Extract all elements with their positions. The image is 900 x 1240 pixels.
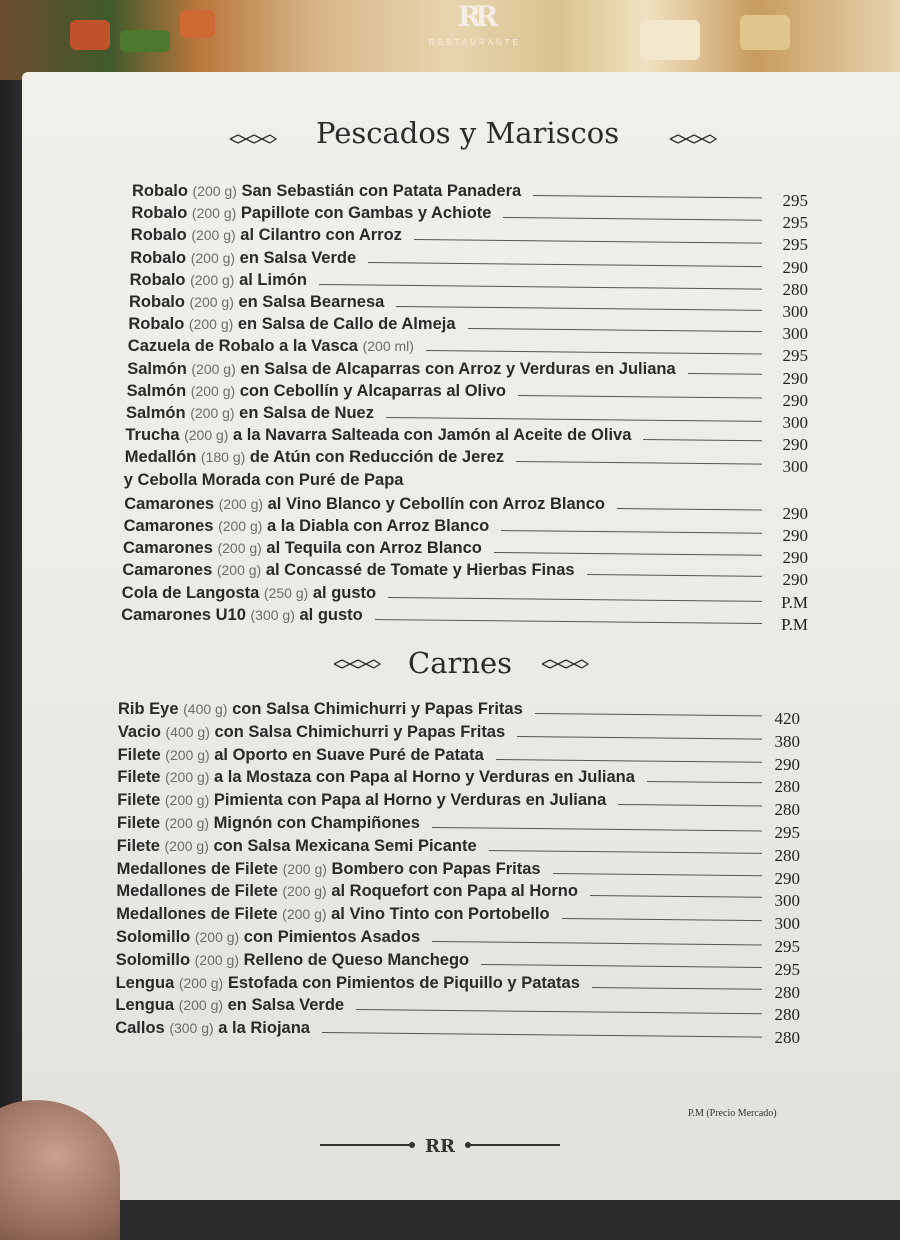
item-price: P.M: [781, 614, 808, 634]
item-weight: (180 g): [200, 449, 246, 466]
item-weight: (200 g): [188, 316, 234, 333]
menu-item: [116, 974, 580, 996]
menu-item: [121, 606, 363, 628]
item-price: 280: [774, 1005, 800, 1025]
item-weight: (400 g): [183, 701, 228, 717]
item-description: con Salsa Chimichurri y Papas Fritas: [214, 722, 506, 741]
item-description: en Salsa de Alcaparras con Arroz y Verduras en Juliana: [240, 359, 676, 378]
item-weight: (200 g): [282, 906, 327, 923]
menu-item: [118, 700, 523, 722]
item-weight: (200 g): [194, 929, 240, 945]
item-weight: (300 g): [250, 606, 295, 623]
item-description: al Vino Blanco y Cebollín con Arroz Blanco: [267, 494, 605, 513]
menu-item: [117, 814, 420, 836]
item-weight: (200 g): [282, 883, 327, 900]
item-weight: (200 g): [191, 205, 237, 222]
item-description: en Salsa Bearnesa: [238, 293, 385, 311]
item-weight: (200 g): [178, 997, 224, 1014]
menu-item: [115, 1019, 310, 1041]
item-price: 420: [774, 709, 800, 728]
item-price: 295: [782, 346, 808, 366]
item-description: de Atún con Reducción de Jerez: [249, 448, 505, 467]
menu-item: [117, 768, 635, 790]
menu-item: [130, 249, 356, 271]
menu-item: [122, 561, 574, 583]
item-description: al Limón: [239, 270, 307, 289]
menu-item: [124, 495, 605, 517]
item-description: al Cilantro con Arroz: [240, 226, 402, 245]
item-description: Mignón con Champiñones: [213, 814, 420, 832]
item-description: a la Mostaza con Papa al Horno y Verduras en Juliana: [214, 768, 635, 787]
item-name: Filete: [116, 836, 160, 855]
item-description: al Roquefort con Papa al Horno: [331, 882, 578, 901]
item-weight: (200 g): [178, 974, 224, 991]
item-name: Salmón: [126, 404, 186, 422]
item-price: 300: [774, 914, 800, 934]
item-price: 290: [782, 390, 808, 410]
menu-item: [123, 539, 482, 561]
menu-item: [129, 293, 384, 315]
item-description: al gusto: [312, 583, 377, 602]
item-description: Relleno de Queso Manchego: [243, 950, 470, 969]
item-name: Filete: [117, 814, 161, 832]
footer-note: P.M (Precio Mercado): [688, 1108, 777, 1119]
item-name: Camarones U10: [121, 605, 246, 624]
item-price: 290: [782, 570, 808, 590]
item-description: al Tequila con Arroz Blanco: [266, 539, 482, 558]
item-name: Robalo: [129, 293, 185, 311]
item-name: Trucha: [125, 426, 180, 445]
menu-item: [118, 746, 484, 768]
menu-item: [127, 382, 506, 404]
item-weight: (200 g): [164, 792, 210, 809]
item-price: 295: [782, 235, 808, 255]
item-description: al Concassé de Tomate y Hierbas Finas: [265, 561, 575, 580]
item-name: Solomillo: [116, 928, 191, 946]
menu-item: [116, 882, 578, 904]
item-description: al Oporto en Suave Puré de Patata: [214, 745, 484, 764]
leader-line: [688, 373, 762, 375]
item-price: P.M: [781, 592, 808, 612]
item-weight: (200 g): [194, 951, 239, 968]
menu-item: [131, 226, 402, 248]
item-price: 290: [782, 435, 808, 455]
section-title: Pescados y Mariscos: [316, 116, 620, 150]
menu-item: [116, 928, 420, 950]
item-weight: (200 g): [164, 815, 210, 831]
item-name: Filete: [117, 745, 161, 764]
item-description: con Pimientos Asados: [243, 928, 421, 946]
svg-text:RR: RR: [425, 1136, 455, 1157]
item-weight: (200 g): [164, 837, 209, 854]
item-price: 290: [782, 548, 808, 568]
item-price: 300: [782, 457, 808, 477]
item-price: 300: [774, 891, 800, 911]
item-weight: (200 g): [190, 382, 236, 399]
item-weight: (200 g): [189, 294, 234, 310]
item-price: 290: [782, 503, 808, 523]
menu-item: [127, 360, 675, 382]
double-chevron-ornament-icon: [332, 657, 382, 671]
menu-item: [117, 791, 606, 813]
item-name: Cola de Langosta: [121, 583, 260, 602]
item-name: Rib Eye: [118, 700, 179, 718]
item-price: 290: [774, 754, 800, 774]
menu-item: [125, 448, 504, 470]
item-weight: (200 g): [190, 249, 236, 266]
item-price: 295: [782, 213, 808, 233]
item-price: 290: [782, 368, 808, 388]
item-weight: (300 g): [169, 1020, 214, 1037]
menu-item: [125, 426, 631, 448]
item-name: Robalo: [130, 226, 187, 245]
item-name: Camarones: [122, 561, 213, 580]
item-price: 280: [774, 777, 800, 797]
item-name: Salmón: [126, 381, 187, 400]
item-price: 280: [774, 845, 800, 865]
restaurant-logo: [420, 0, 530, 47]
item-description: Bombero con Papas Fritas: [331, 859, 541, 878]
item-description: con Salsa Mexicana Semi Picante: [213, 836, 477, 855]
page-shadow: [0, 0, 24, 1200]
item-description: en Salsa Verde: [239, 248, 357, 267]
item-description: en Salsa de Nuez: [239, 404, 374, 422]
item-name: Callos: [115, 1019, 165, 1038]
item-price: 300: [782, 413, 808, 432]
logo-monogram: RR: [457, 0, 493, 33]
item-price: 295: [782, 191, 808, 210]
menu-item: [132, 182, 521, 204]
item-name: Medallones de Filete: [116, 859, 278, 878]
double-chevron-ornament-icon: [228, 132, 278, 146]
item-weight: (200 g): [218, 518, 263, 534]
menu-item: [128, 337, 414, 359]
item-price: 290: [782, 257, 808, 277]
monogram-divider-icon: [320, 1132, 560, 1158]
item-description: al Vino Tinto con Portobello: [331, 905, 550, 924]
item-name: Robalo: [129, 270, 186, 289]
item-description: Papillote con Gambas y Achiote: [240, 204, 492, 223]
menu-item: [126, 404, 374, 426]
item-name: Camarones: [123, 517, 214, 535]
menu-item: [117, 860, 541, 882]
item-price: 295: [774, 937, 800, 956]
double-chevron-ornament-icon: [540, 657, 590, 671]
item-name: Robalo: [132, 182, 188, 200]
item-weight: (200 g): [184, 427, 229, 444]
item-name: Filete: [117, 791, 161, 810]
item-price: 300: [782, 302, 808, 321]
menu-item: [116, 905, 549, 927]
item-weight: (200 g): [217, 540, 262, 557]
item-description: con Salsa Chimichurri y Papas Fritas: [232, 700, 523, 718]
item-description: a la Riojana: [218, 1019, 310, 1038]
item-name: Medallón: [124, 448, 197, 467]
item-price: 280: [782, 279, 808, 299]
item-price: 295: [774, 823, 800, 842]
item-price: 290: [774, 868, 800, 888]
item-description: en Salsa de Callo de Almeja: [237, 315, 456, 334]
item-name: Medallones de Filete: [116, 905, 278, 924]
item-weight: (200 g): [192, 183, 237, 199]
item-price: 280: [774, 800, 800, 820]
item-price: 290: [782, 526, 808, 545]
item-description: con Cebollín y Alcaparras al Olivo: [239, 381, 506, 400]
item-description: al gusto: [299, 605, 363, 624]
menu-item: [118, 723, 505, 745]
item-price: 380: [774, 731, 800, 751]
menu-item: [117, 837, 477, 859]
item-description: Estofada con Pimientos de Piquillo y Patatas: [227, 973, 580, 992]
double-chevron-ornament-icon: [668, 132, 718, 146]
item-name: Robalo: [128, 315, 185, 334]
item-name: Cazuela de Robalo a la Vasca: [127, 337, 358, 356]
item-weight: (200 ml): [362, 338, 414, 355]
item-weight: (200 g): [165, 769, 210, 786]
item-weight: (200 g): [190, 271, 235, 288]
item-weight: (200 g): [190, 405, 235, 421]
item-weight: (200 g): [165, 746, 210, 763]
item-price: 280: [774, 1028, 800, 1048]
item-name: Salmón: [127, 359, 187, 378]
item-name: Robalo: [131, 204, 188, 223]
menu-item: [130, 271, 307, 293]
item-weight: (400 g): [165, 723, 210, 740]
item-name: Solomillo: [115, 950, 191, 969]
item-weight: (200 g): [216, 562, 262, 579]
menu-item: [124, 517, 490, 539]
item-description: a la Diabla con Arroz Blanco: [267, 517, 490, 535]
item-weight: (200 g): [191, 227, 236, 244]
item-price: 280: [774, 982, 800, 1002]
item-weight: (200 g): [282, 860, 327, 877]
item-description: Pimienta con Papa al Horno y Verduras en Juliana: [213, 791, 607, 810]
item-name: Lengua: [115, 973, 175, 992]
item-weight: (200 g): [191, 360, 236, 377]
item-weight: (200 g): [218, 495, 264, 512]
menu-item: [115, 996, 344, 1018]
item-price: 295: [774, 959, 800, 979]
item-name: Medallones de Filete: [116, 882, 278, 901]
item-name: Robalo: [130, 248, 187, 267]
item-weight: (250 g): [263, 584, 309, 601]
item-name: Lengua: [115, 996, 175, 1015]
logo-subtitle: RESTAURANTE: [429, 38, 521, 47]
item-name: Camarones: [123, 539, 213, 558]
item-description: San Sebastián con Patata Panadera: [241, 182, 522, 200]
menu-item: [131, 204, 491, 226]
item-name: Camarones: [124, 494, 215, 513]
section-title: Carnes: [408, 646, 513, 680]
item-name: Filete: [117, 768, 161, 787]
item-description-continued: y Cebolla Morada con Puré de Papa: [123, 470, 404, 489]
item-description: en Salsa Verde: [227, 996, 345, 1015]
item-name: Vacio: [117, 722, 161, 741]
item-description: a la Navarra Salteada con Jamón al Aceite de Oliva: [233, 426, 632, 445]
menu-item: [128, 315, 455, 337]
menu-item: [122, 584, 376, 606]
menu-item: [116, 951, 469, 973]
item-price: 300: [782, 324, 808, 344]
